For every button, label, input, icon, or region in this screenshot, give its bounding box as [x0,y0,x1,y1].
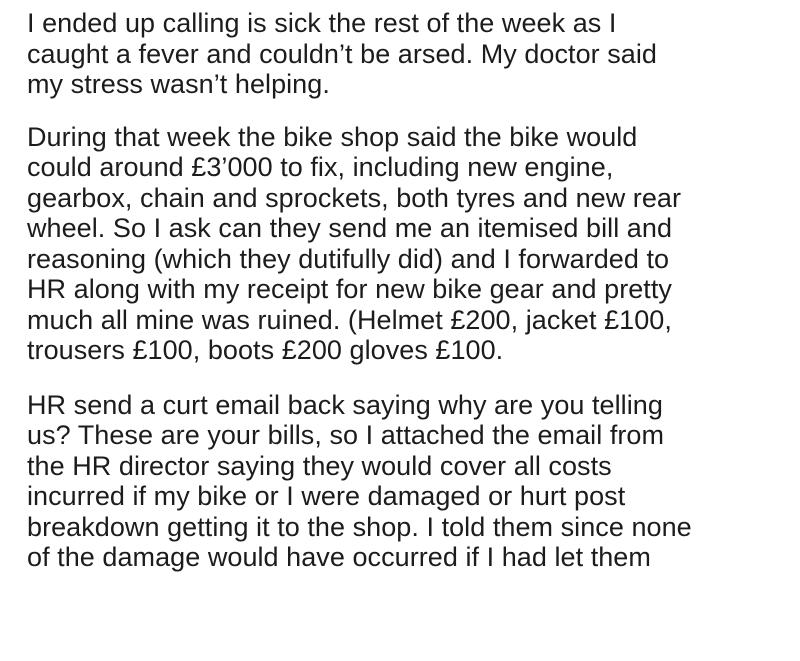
text-line: incurred if my bike or I were damaged or hurt post [27,481,626,511]
text-line: breakdown getting it to the shop. I told them since none [27,511,692,542]
text-line: reasoning (which they dutifully did) and I forwarded to [27,243,670,274]
text-line: wheel. So I ask can they send me an itemised bill and [27,213,673,243]
text-line: gearbox, chain and sprockets, both tyres and new rear [27,182,682,213]
text-line: us? These are your bills, so I attached the email from [27,420,665,450]
paragraph-3 [27,390,784,573]
text-line: HR along with my receipt for new bike gear and pretty [27,274,672,304]
paragraph-2 [27,122,784,366]
text-line: trousers £100, boots £200 gloves £100. [27,335,504,365]
paragraph-1 [27,8,784,100]
text-line: I ended up calling is sick the rest of the week as I [27,8,617,38]
text-line: During that week the bike shop said the bike would [27,121,638,152]
text-line: could around £3’000 to fix, including new engine, [27,152,614,182]
text-line: the HR director saying they would cover all costs [27,450,612,481]
text-line: much all mine was ruined. (Helmet £200, jacket £100, [27,304,672,335]
text-line: of the damage would have occurred if I had let them [27,542,651,572]
text-line: caught a fever and couldn’t be arsed. My doctor said [27,38,657,69]
text-line: HR send a curt email back saying why are you telling [27,389,663,420]
text-line: my stress wasn’t helping. [27,69,330,99]
